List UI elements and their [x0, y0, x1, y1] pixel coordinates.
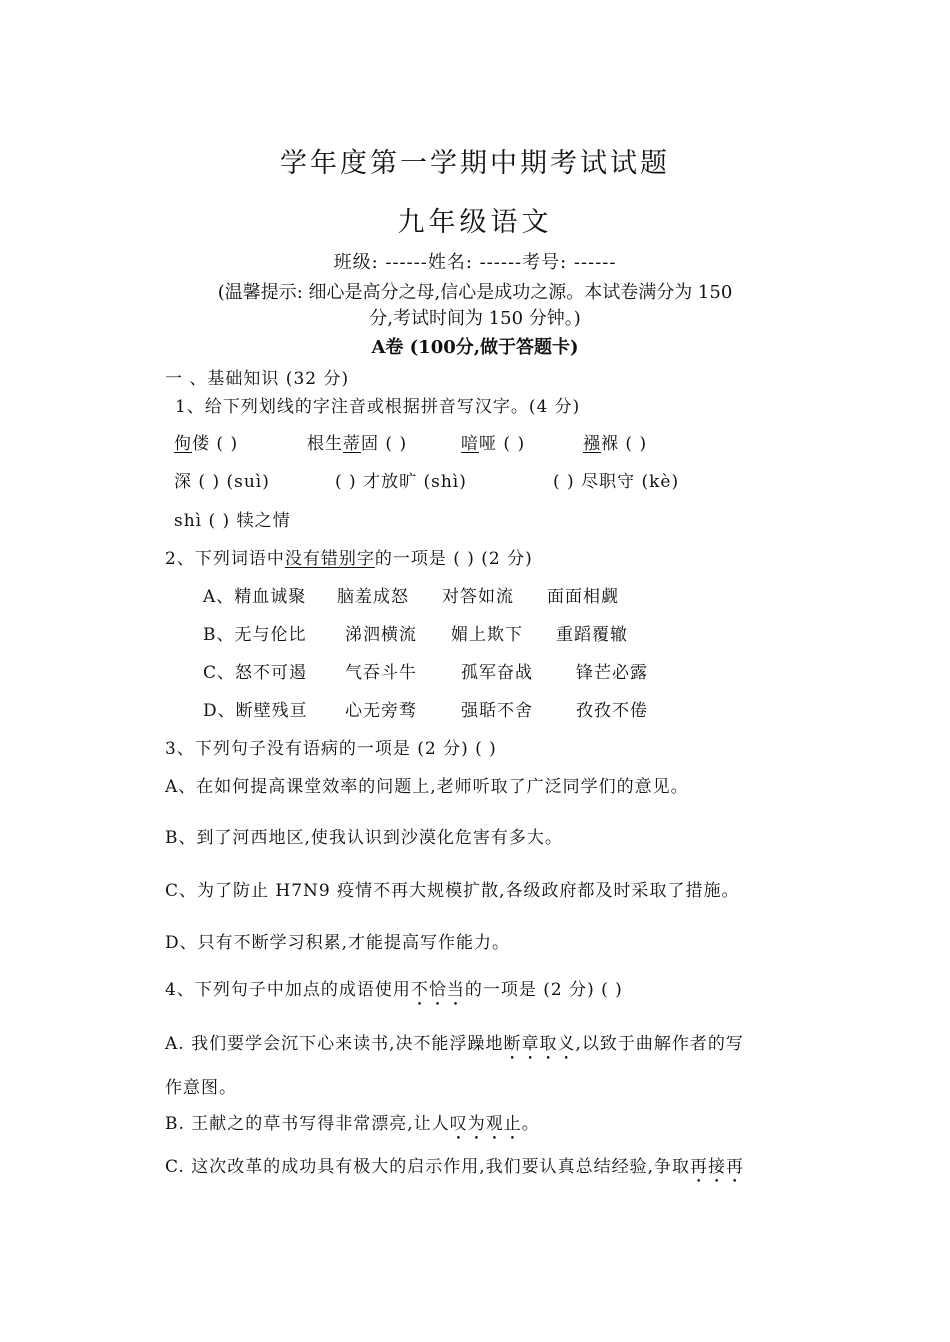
tip-line-2: 分,考试时间为 150 分钟。): [369, 308, 581, 329]
q2-option-c-2: 气吞斗牛: [345, 663, 417, 683]
q2-option-b-1: B、无与伦比: [203, 625, 307, 645]
q2-option-c-3: 孤军奋战: [461, 663, 533, 683]
section-heading: 一 、基础知识 (32 分): [165, 369, 350, 389]
q4-option-a: A. 我们要学会沉下心来读书,决不能浮躁地断章取义,以致于曲解作者的写: [165, 1034, 744, 1054]
underlined-char: 襁: [583, 434, 601, 454]
student-info-line: 班级: ------姓名: ------考号: ------: [333, 252, 617, 273]
q1-item-2: 根生蒂固 ( ): [307, 434, 408, 454]
q1-item-7: ( ) 尽职守 (kè): [553, 472, 680, 492]
q3-option-d: D、只有不断学习积累,才能提高写作能力。: [165, 933, 511, 953]
q3-stem: 3、下列句子没有语病的一项是 (2 分) ( ): [165, 739, 497, 759]
q1-item-8: shì ( ) 犊之情: [174, 511, 291, 531]
q4-option-c: C. 这次改革的成功具有极大的启示作用,我们要认真总结经验,争取再接再: [165, 1157, 745, 1177]
dotted-idiom: 断章取义: [503, 1034, 576, 1054]
q1-item-1: 佝偻 ( ): [174, 434, 239, 454]
q2-option-d-2: 心无旁骛: [345, 701, 417, 721]
q3-option-b: B、到了河西地区,使我认识到沙漠化危害有多大。: [165, 828, 563, 848]
q1-item-3: 喑哑 ( ): [461, 434, 526, 454]
dotted-idiom: 再接再: [690, 1157, 745, 1177]
q2-option-d-3: 强聒不舍: [461, 701, 533, 721]
q4-option-a-continued: 作意图。: [165, 1078, 237, 1098]
q3-option-a: A、在如何提高课堂效率的问题上,老师听取了广泛同学们的意见。: [165, 777, 689, 797]
q2-option-a-1: A、精血诚聚: [203, 587, 307, 607]
underlined-phrase: 没有错别字: [284, 549, 375, 569]
q2-option-c-1: C、怒不可遏: [203, 663, 308, 683]
q2-option-b-2: 涕泗横流: [345, 625, 417, 645]
q2-option-d-1: D、断壁残亘: [203, 701, 308, 721]
q2-stem: 2、下列词语中没有错别字的一项是 ( ) (2 分): [165, 549, 533, 569]
q2-option-a-3: 对答如流: [442, 587, 514, 607]
dotted-phrase: 不恰当: [410, 980, 465, 1000]
underlined-char: 佝: [174, 434, 192, 454]
q4-stem: 4、下列句子中加点的成语使用不恰当的一项是 (2 分) ( ): [165, 980, 623, 1000]
exam-subtitle: 九年级语文: [397, 207, 553, 238]
q2-option-b-4: 重蹈覆辙: [556, 625, 628, 645]
q3-option-c: C、为了防止 H7N9 疫情不再大规模扩散,各级政府都及时采取了措施。: [165, 881, 740, 901]
q2-option-a-4: 面面相觑: [547, 587, 619, 607]
tip-line-1: (温馨提示: 细心是高分之母,信心是成功之源。本试卷满分为 150: [217, 282, 733, 303]
q1-item-5: 深 ( ) (suì): [174, 472, 270, 492]
q2-option-b-3: 媚上欺下: [451, 625, 523, 645]
q4-option-b: B. 王献之的草书写得非常漂亮,让人叹为观止。: [165, 1114, 540, 1134]
underlined-char: 蒂: [343, 434, 361, 454]
q2-option-d-4: 孜孜不倦: [576, 701, 648, 721]
underlined-char: 喑: [461, 434, 479, 454]
q2-option-c-4: 锋芒必露: [576, 663, 648, 683]
q1-item-6: ( ) 才放旷 (shì): [335, 472, 467, 492]
q2-option-a-2: 脑羞成怒: [337, 587, 409, 607]
q1-stem: 1、给下列划线的字注音或根据拼音写汉字。(4 分): [175, 397, 581, 417]
dotted-idiom: 叹为观止: [449, 1114, 522, 1134]
volume-heading: A卷 (100分,做于答题卡): [371, 337, 579, 358]
exam-title: 学年度第一学期中期考试试题: [280, 148, 670, 179]
q1-item-4: 襁褓 ( ): [583, 434, 648, 454]
